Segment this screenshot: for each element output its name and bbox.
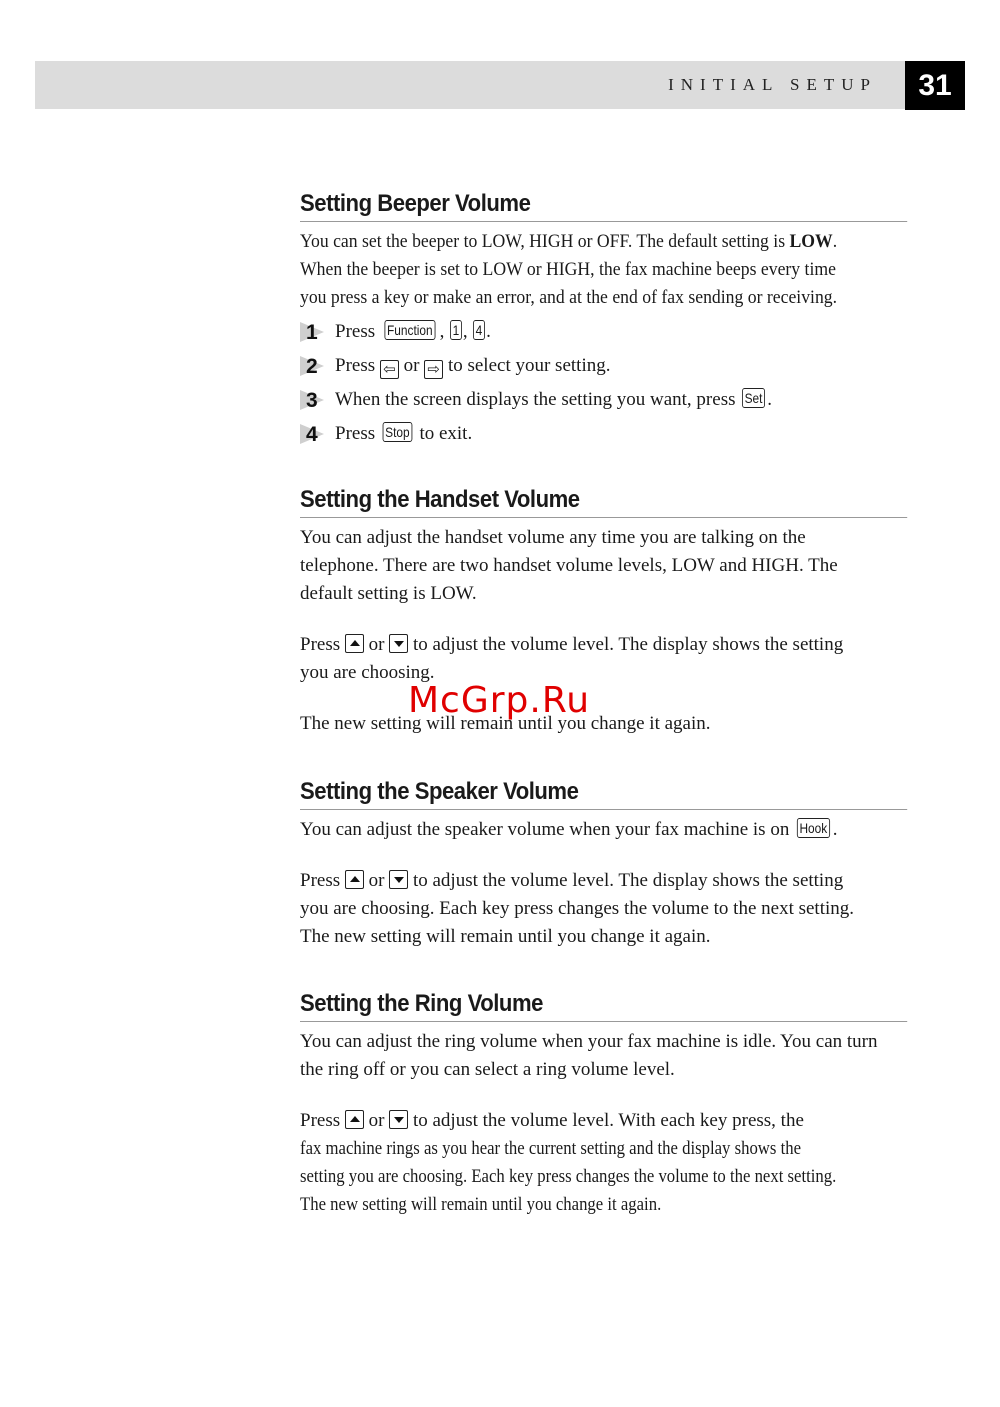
- section-title: Setting the Handset Volume: [300, 486, 907, 518]
- function-key-icon: Function: [384, 320, 435, 340]
- paragraph: You can adjust the handset volume any time you are talking on the: [300, 527, 806, 548]
- paragraph: The new setting will remain until you change it again.: [300, 1194, 662, 1215]
- stop-key-icon: Stop: [382, 422, 412, 442]
- paragraph: you are choosing. Each key press changes the volume to the next setting.: [300, 898, 855, 919]
- hook-key-icon: Hook: [797, 818, 830, 838]
- section-handset: [300, 486, 907, 738]
- digit-4-key-icon: 4: [473, 320, 485, 340]
- up-arrow-key-icon: [345, 634, 364, 653]
- step-2: 2 Press ⇦ or ⇨ to select your setting.: [300, 352, 907, 380]
- up-arrow-key-icon: [345, 1110, 364, 1129]
- paragraph: When the beeper is set to LOW or HIGH, the fax machine beeps every time: [300, 259, 836, 280]
- set-key-icon: Set: [742, 388, 765, 408]
- paragraph: you press a key or make an error, and at the end of fax sending or receiving.: [300, 287, 838, 308]
- paragraph: telephone. There are two handset volume levels, LOW and HIGH. The: [300, 555, 838, 576]
- watermark: McGrp.Ru: [408, 680, 591, 721]
- step-4: 4 Press Stop to exit.: [300, 420, 907, 448]
- section-title: Setting the Speaker Volume: [300, 778, 907, 810]
- section-title: Setting Beeper Volume: [300, 190, 907, 222]
- paragraph: You can adjust the speaker volume when your fax machine is on Hook .: [300, 819, 838, 840]
- digit-1-key-icon: 1: [450, 320, 462, 340]
- chapter-title: INITIAL SETUP: [668, 75, 877, 94]
- paragraph: setting you are choosing. Each key press changes the volume to the next setting.: [300, 1166, 837, 1187]
- paragraph: The new setting will remain until you change it again.: [300, 926, 711, 947]
- paragraph: Press or to adjust the volume level. With each key press, the: [300, 1110, 804, 1131]
- section-ring: [300, 990, 907, 1219]
- up-arrow-key-icon: [345, 870, 364, 889]
- paragraph: Press or to adjust the volume level. The display shows the setting: [300, 634, 844, 655]
- step-number: 2: [300, 354, 330, 378]
- down-arrow-key-icon: [389, 634, 408, 653]
- down-arrow-key-icon: [389, 1110, 408, 1129]
- paragraph: you are choosing.: [300, 662, 435, 683]
- step-3: 3 When the screen displays the setting you want, press Set .: [300, 386, 907, 414]
- step-1: 1 Press Function , 1 , 4 .: [300, 318, 907, 346]
- step-number: 1: [300, 320, 330, 344]
- section-beeper: [300, 190, 907, 448]
- page-number: 31: [905, 61, 965, 110]
- paragraph: The new setting will remain until you change it again.: [300, 713, 711, 734]
- header-bar: [35, 61, 907, 109]
- paragraph: Press or to adjust the volume level. The display shows the setting: [300, 870, 844, 891]
- step-number: 3: [300, 388, 330, 412]
- paragraph: You can adjust the ring volume when your fax machine is idle. You can turn: [300, 1031, 878, 1052]
- left-arrow-key-icon: ⇦: [380, 360, 399, 379]
- paragraph: default setting is LOW.: [300, 583, 477, 604]
- section-title: Setting the Ring Volume: [300, 990, 907, 1022]
- section-speaker: [300, 778, 907, 951]
- paragraph: the ring off or you can select a ring volume level.: [300, 1059, 675, 1080]
- paragraph: You can set the beeper to LOW, HIGH or OFF. The default setting is LOW.: [300, 231, 838, 252]
- down-arrow-key-icon: [389, 870, 408, 889]
- right-arrow-key-icon: ⇨: [424, 360, 443, 379]
- paragraph: fax machine rings as you hear the current setting and the display shows the: [300, 1138, 802, 1159]
- step-number: 4: [300, 422, 330, 446]
